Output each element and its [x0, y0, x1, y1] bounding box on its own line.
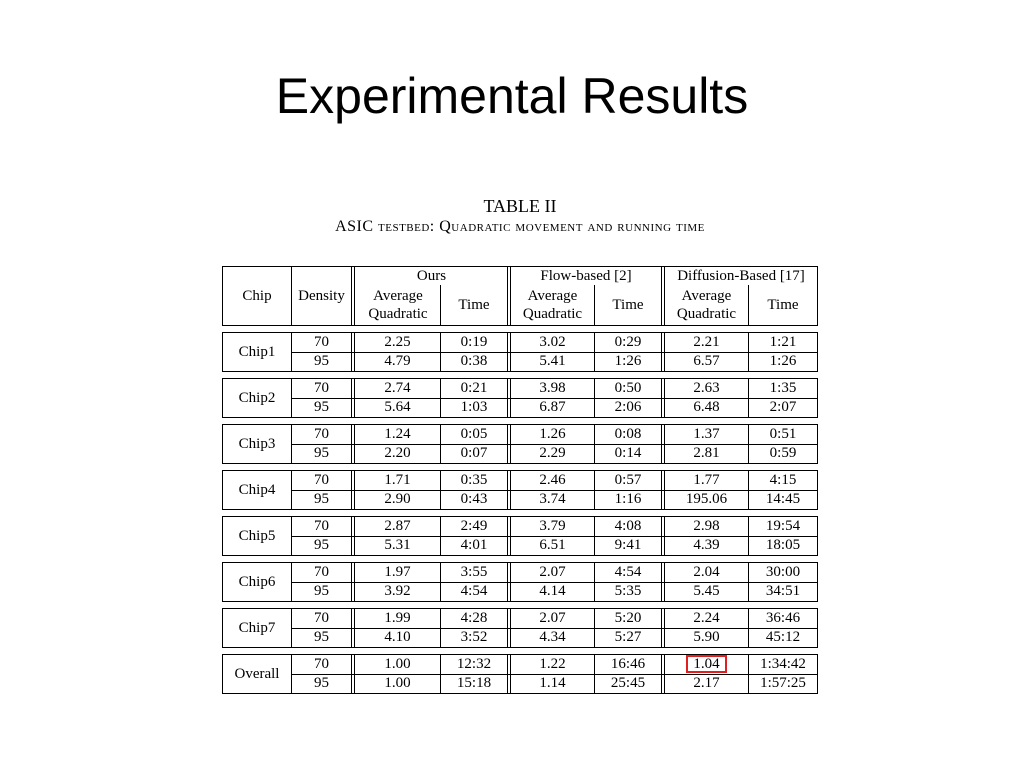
cell-diff-avg — [665, 490, 748, 509]
cell-value: 4:54 — [614, 564, 642, 580]
cell-value: 4.14 — [539, 583, 566, 599]
cell-value: 95 — [314, 675, 329, 691]
cell-flow-time — [595, 333, 661, 352]
cell-value: 2:49 — [460, 518, 488, 534]
cell-value: 0:19 — [460, 334, 488, 350]
cell-value: 70 — [314, 426, 329, 442]
cell-diff-avg — [665, 425, 748, 444]
cell-value: 5.45 — [693, 583, 720, 599]
cell-value: 0:57 — [614, 472, 642, 488]
cell-diff-time — [749, 517, 817, 536]
cell-ours-time — [441, 352, 507, 371]
header-diff-time: Time — [767, 297, 799, 313]
cell-diff-avg — [665, 517, 748, 536]
cell-value: 1.00 — [384, 675, 411, 691]
cell-value: 4.79 — [384, 353, 411, 369]
header-ours-avg: Average Quadratic — [368, 288, 428, 322]
cell-ours-time — [441, 379, 507, 398]
cell-ours-avg — [355, 582, 440, 601]
cell-value: 1:26 — [614, 353, 642, 369]
cell-ours-avg — [355, 628, 440, 647]
cell-flow-avg — [511, 444, 594, 463]
cell-flow-avg — [511, 674, 594, 693]
cell-density — [292, 628, 351, 647]
cell-value: 0:43 — [460, 491, 488, 507]
cell-diff-time — [749, 609, 817, 628]
cell-value: 36:46 — [765, 610, 801, 626]
cell-diff-avg — [665, 352, 748, 371]
cell-diff-avg — [665, 444, 748, 463]
cell-value: 2.24 — [693, 610, 720, 626]
cell-flow-time — [595, 425, 661, 444]
cell-density — [292, 536, 351, 555]
cell-value: 0:51 — [769, 426, 797, 442]
cell-ours-time — [441, 333, 507, 352]
cell-value: 0:38 — [460, 353, 488, 369]
cell-value: 16:46 — [610, 656, 646, 672]
cell-ours-time — [441, 563, 507, 582]
cell-flow-time — [595, 444, 661, 463]
cell-flow-avg — [511, 582, 594, 601]
cell-flow-avg — [511, 563, 594, 582]
cell-value: 1:34:42 — [760, 656, 806, 672]
cell-flow-avg — [511, 517, 594, 536]
results-table — [222, 266, 818, 700]
cell-value: 1.14 — [539, 675, 566, 691]
cell-value: 3:52 — [460, 629, 488, 645]
cell-diff-time — [749, 333, 817, 352]
cell-value: 45:12 — [765, 629, 801, 645]
cell-diff-time — [749, 471, 817, 490]
cell-value: 2.07 — [539, 564, 566, 580]
cell-flow-avg — [511, 333, 594, 352]
cell-diff-avg — [665, 609, 748, 628]
cell-value: 6.51 — [539, 537, 566, 553]
cell-ours-time — [441, 609, 507, 628]
cell-ours-time — [441, 490, 507, 509]
cell-diff-avg — [665, 628, 748, 647]
table-row-group — [222, 654, 818, 694]
header-diff-avg: Average Quadratic — [676, 288, 737, 322]
cell-flow-time — [595, 536, 661, 555]
chip-name: Chip7 — [238, 620, 276, 636]
chip-name: Chip4 — [238, 482, 276, 498]
cell-flow-avg — [511, 536, 594, 555]
cell-value: 95 — [314, 491, 329, 507]
cell-flow-avg — [511, 352, 594, 371]
cell-diff-time — [749, 398, 817, 417]
cell-ours-time — [441, 398, 507, 417]
table-row-group — [222, 516, 818, 556]
cell-diff-time — [749, 563, 817, 582]
cell-value: 95 — [314, 583, 329, 599]
table-row-group — [222, 424, 818, 464]
header-density: Density — [298, 288, 345, 304]
cell-diff-avg — [665, 655, 748, 674]
cell-value: 95 — [314, 629, 329, 645]
cell-diff-time — [749, 628, 817, 647]
cell-value: 70 — [314, 518, 329, 534]
cell-ours-avg — [355, 517, 440, 536]
cell-density — [292, 444, 351, 463]
cell-value: 0:50 — [614, 380, 642, 396]
cell-value: 2:06 — [614, 399, 642, 415]
cell-value: 5.90 — [693, 629, 720, 645]
cell-ours-avg — [355, 609, 440, 628]
table-row-group — [222, 562, 818, 602]
cell-ours-avg — [355, 425, 440, 444]
cell-value: 12:32 — [456, 656, 492, 672]
cell-diff-avg — [665, 471, 748, 490]
cell-flow-time — [595, 517, 661, 536]
cell-value: 195.06 — [685, 491, 728, 507]
cell-value: 6.48 — [693, 399, 720, 415]
cell-diff-avg — [665, 536, 748, 555]
cell-density — [292, 490, 351, 509]
cell-value: 34:51 — [765, 583, 801, 599]
cell-value: 2.25 — [384, 334, 411, 350]
cell-value: 1.77 — [693, 472, 720, 488]
cell-ours-time — [441, 628, 507, 647]
cell-diff-avg — [665, 582, 748, 601]
cell-ours-time — [441, 582, 507, 601]
cell-value: 1.24 — [384, 426, 411, 442]
cell-value: 4:15 — [769, 472, 797, 488]
cell-diff-time — [749, 352, 817, 371]
cell-value: 3.02 — [539, 334, 566, 350]
cell-value: 2.04 — [693, 564, 720, 580]
cell-value: 95 — [314, 537, 329, 553]
cell-diff-time — [749, 536, 817, 555]
cell-flow-time — [595, 655, 661, 674]
cell-value: 2.98 — [693, 518, 720, 534]
header-flow-avg: Average Quadratic — [522, 288, 583, 322]
cell-value: 70 — [314, 380, 329, 396]
cell-flow-time — [595, 398, 661, 417]
cell-density — [292, 471, 351, 490]
slide-title: Experimental Results — [275, 68, 749, 124]
cell-value: 5.41 — [539, 353, 566, 369]
cell-value: 2.46 — [539, 472, 566, 488]
cell-value: 19:54 — [765, 518, 801, 534]
cell-flow-time — [595, 674, 661, 693]
cell-ours-time — [441, 674, 507, 693]
cell-value: 2.21 — [693, 334, 720, 350]
cell-flow-time — [595, 628, 661, 647]
cell-value: 18:05 — [765, 537, 801, 553]
cell-diff-time — [749, 379, 817, 398]
cell-value: 6.87 — [539, 399, 566, 415]
cell-density — [292, 425, 351, 444]
cell-value: 0:08 — [614, 426, 642, 442]
cell-value: 2.90 — [384, 491, 411, 507]
cell-value: 70 — [314, 656, 329, 672]
cell-value: 1.71 — [384, 472, 411, 488]
cell-flow-avg — [511, 398, 594, 417]
cell-ours-avg — [355, 444, 440, 463]
table-row-group — [222, 470, 818, 510]
cell-density — [292, 674, 351, 693]
cell-diff-time — [749, 655, 817, 674]
cell-diff-avg — [665, 398, 748, 417]
cell-value: 4:28 — [460, 610, 488, 626]
cell-diff-avg — [665, 333, 748, 352]
cell-ours-avg — [355, 471, 440, 490]
cell-flow-avg — [511, 628, 594, 647]
cell-value: 15:18 — [456, 675, 492, 691]
cell-value: 5.31 — [384, 537, 411, 553]
cell-value: 95 — [314, 353, 329, 369]
chip-name: Chip2 — [238, 390, 276, 406]
cell-density — [292, 352, 351, 371]
cell-value: 5:27 — [614, 629, 642, 645]
cell-flow-time — [595, 379, 661, 398]
cell-value: 3.98 — [539, 380, 566, 396]
cell-value: 1.99 — [384, 610, 411, 626]
cell-ours-time — [441, 536, 507, 555]
table-row-group — [222, 332, 818, 372]
cell-value: 4:54 — [460, 583, 488, 599]
cell-flow-avg — [511, 471, 594, 490]
cell-value: 0:29 — [614, 334, 642, 350]
cell-value: 3.74 — [539, 491, 566, 507]
cell-value: 4.10 — [384, 629, 411, 645]
cell-density — [292, 379, 351, 398]
cell-flow-time — [595, 563, 661, 582]
cell-ours-avg — [355, 398, 440, 417]
cell-value: 14:45 — [765, 491, 801, 507]
cell-value: 2.74 — [384, 380, 411, 396]
cell-value: 1:16 — [614, 491, 642, 507]
cell-diff-avg — [665, 563, 748, 582]
cell-value: 3.92 — [384, 583, 411, 599]
cell-value: 4.39 — [693, 537, 720, 553]
cell-value: 4:01 — [460, 537, 488, 553]
cell-flow-avg — [511, 379, 594, 398]
cell-diff-time — [749, 425, 817, 444]
cell-ours-time — [441, 655, 507, 674]
chip-name: Chip5 — [238, 528, 276, 544]
cell-value: 1:26 — [769, 353, 797, 369]
cell-value: 1:21 — [769, 334, 797, 350]
cell-value: 5:20 — [614, 610, 642, 626]
cell-value: 2.17 — [693, 675, 720, 691]
cell-ours-avg — [355, 674, 440, 693]
cell-value: 4:08 — [614, 518, 642, 534]
cell-value: 3:55 — [460, 564, 488, 580]
cell-ours-time — [441, 425, 507, 444]
cell-flow-time — [595, 490, 661, 509]
cell-diff-time — [749, 674, 817, 693]
cell-value: 95 — [314, 445, 329, 461]
cell-flow-avg — [511, 490, 594, 509]
cell-value: 2:07 — [769, 399, 797, 415]
cell-flow-time — [595, 471, 661, 490]
cell-ours-time — [441, 517, 507, 536]
header-ours-time: Time — [458, 297, 490, 313]
cell-value: 30:00 — [765, 564, 801, 580]
header-chip: Chip — [242, 288, 272, 304]
cell-density — [292, 517, 351, 536]
cell-density — [292, 333, 351, 352]
cell-density — [292, 609, 351, 628]
cell-ours-time — [441, 471, 507, 490]
highlighted-value: 1.04 — [687, 656, 725, 672]
cell-diff-time — [749, 582, 817, 601]
cell-value: 0:59 — [769, 445, 797, 461]
cell-value: 5.64 — [384, 399, 411, 415]
cell-value: 70 — [314, 564, 329, 580]
cell-value: 2.63 — [693, 380, 720, 396]
table-row-group — [222, 608, 818, 648]
cell-flow-avg — [511, 655, 594, 674]
cell-diff-time — [749, 490, 817, 509]
cell-value: 1:35 — [769, 380, 797, 396]
chip-name: Chip6 — [238, 574, 276, 590]
cell-density — [292, 582, 351, 601]
chip-name: Chip3 — [238, 436, 276, 452]
cell-value: 25:45 — [610, 675, 646, 691]
header-group-ours: Ours — [416, 268, 447, 284]
cell-flow-avg — [511, 609, 594, 628]
cell-value: 0:21 — [460, 380, 488, 396]
table-header — [222, 266, 818, 326]
header-flow-time: Time — [612, 297, 644, 313]
cell-value: 4.34 — [539, 629, 566, 645]
cell-ours-avg — [355, 379, 440, 398]
cell-value: 95 — [314, 399, 329, 415]
cell-ours-avg — [355, 655, 440, 674]
cell-value: 0:35 — [460, 472, 488, 488]
cell-ours-avg — [355, 536, 440, 555]
cell-ours-avg — [355, 352, 440, 371]
cell-ours-avg — [355, 490, 440, 509]
cell-value: 6.57 — [693, 353, 720, 369]
chip-name: Chip1 — [238, 344, 276, 360]
header-group-flow: Flow-based [2] — [540, 268, 632, 284]
cell-value: 70 — [314, 334, 329, 350]
cell-diff-avg — [665, 379, 748, 398]
cell-value: 1.22 — [539, 656, 566, 672]
cell-value: 2.07 — [539, 610, 566, 626]
cell-value: 1.97 — [384, 564, 411, 580]
table-row-group — [222, 378, 818, 418]
cell-value: 1:03 — [460, 399, 488, 415]
cell-value: 2.87 — [384, 518, 411, 534]
cell-flow-time — [595, 609, 661, 628]
cell-flow-time — [595, 582, 661, 601]
cell-ours-avg — [355, 563, 440, 582]
table-caption-number: TABLE II — [483, 196, 557, 216]
cell-ours-avg — [355, 333, 440, 352]
cell-value: 0:07 — [460, 445, 488, 461]
cell-density — [292, 398, 351, 417]
cell-value: 1.37 — [693, 426, 720, 442]
header-group-diffusion: Diffusion-Based [17] — [677, 268, 805, 284]
cell-diff-avg — [665, 674, 748, 693]
cell-value: 9:41 — [614, 537, 642, 553]
cell-value: 70 — [314, 610, 329, 626]
cell-value: 1.26 — [539, 426, 566, 442]
cell-value: 2.20 — [384, 445, 411, 461]
cell-density — [292, 563, 351, 582]
cell-value: 0:05 — [460, 426, 488, 442]
cell-value: 5:35 — [614, 583, 642, 599]
cell-value: 2.29 — [539, 445, 566, 461]
cell-flow-time — [595, 352, 661, 371]
chip-name: Overall — [234, 666, 280, 682]
cell-ours-time — [441, 444, 507, 463]
cell-value: 2.81 — [693, 445, 720, 461]
cell-value: 1.00 — [384, 656, 411, 672]
cell-flow-avg — [511, 425, 594, 444]
table-caption-title: ASIC testbed: Quadratic movement and running time — [335, 218, 705, 235]
cell-value: 3.79 — [539, 518, 566, 534]
cell-value: 70 — [314, 472, 329, 488]
cell-value: 0:14 — [614, 445, 642, 461]
cell-value: 1:57:25 — [760, 675, 806, 691]
cell-density — [292, 655, 351, 674]
cell-diff-time — [749, 444, 817, 463]
